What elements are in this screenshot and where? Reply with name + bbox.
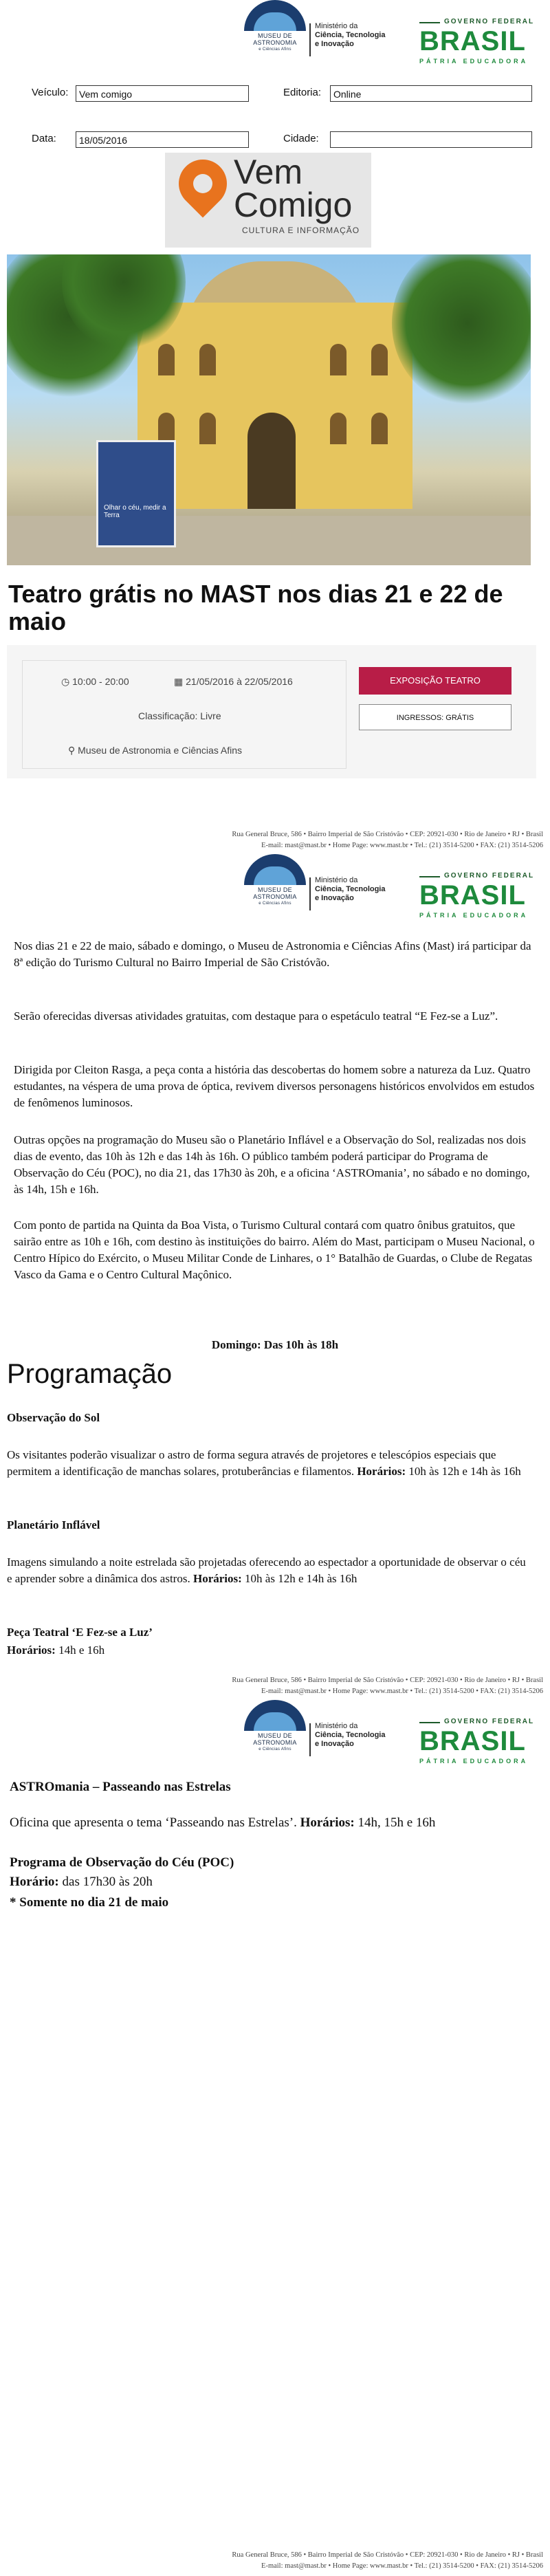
poc-title: Programa de Observação do Céu (POC) [10,1855,234,1870]
museum-sign: Olhar o céu, medir a Terra [96,440,176,547]
vem-comigo-logo [165,153,371,248]
mast-logo [244,0,306,59]
event-classification: Classificação: Livre [138,710,221,721]
tickets-button[interactable]: INGRESSOS: GRÁTIS [359,704,512,730]
obs-sol-text: Os visitantes poderão visualizar o astro de forma segura através de projetores e telescópios especiais que permitem a identificação de manchas solares, protuberâncias e filamentos. Horários: 10h às 12h e 14h às 16h [7,1448,521,1478]
mast-logo-text: MUSEU DE ASTRONOMIA e Ciências Afins [253,32,297,52]
paragraph-options: Outras opções na programação do Museu são o Planetário Inflável e a Observação do Sol, realizadas nos dois dias de evento, das 10h às 12h e das 14h às 16h. O público também poderá participar do Programa de Observação do Céu (POC), no dia 21, das 17h30 às 20h, e a oficina ‘ASTROmania’, no sábado e no domingo, às 14h, 15h e 16h. [14,1133,530,1196]
gov-federal-logo: GOVERNO FEDERAL BRASIL PÁTRIA EDUCADORA [419,872,550,920]
event-location: ⚲ Museu de Astronomia e Ciências Afins [68,745,243,756]
ministry-logo: Ministério da Ciência, Tecnologia e Inovação [309,1721,406,1762]
poc-note: * Somente no dia 21 de maio [10,1895,169,1910]
astro-title: ASTROmania – Passeando nas Estrelas [10,1780,231,1794]
paragraph-play: Dirigida por Cleiton Rasga, a peça conta a história das descobertas do homem sobre a natureza da Luz. Quatro estudantes, na véspera de uma prova de óptica, revivem diversos personagens históricos envolvidos em estudos de fenômenos luminosos. [14,1063,535,1109]
page-footer: Rua General Bruce, 586 • Bairro Imperial de São Cristóvão • CEP: 20921-030 • Rio de Janeiro • RJ • Brasil E-mail: mast@mast.br • Home Page: www.mast.br • Tel.: (21) 3514-5200 • FAX: (21) 3514-5206 [232,831,543,849]
mast-logo-text: MUSEU DE ASTRONOMIA e Ciências Afins [253,886,297,906]
mast-logo [244,1700,306,1759]
domingo-hours: Domingo: Das 10h às 18h [211,1338,339,1351]
veiculo-field[interactable]: Vem comigo [76,85,249,102]
hero-photo [7,254,531,565]
paragraph-intro: Nos dias 21 e 22 de maio, sábado e domingo, o Museu de Astronomia e Ciências Afins (Mast) irá participar da 8ª edição do Turismo Cultural no Bairro Imperial de São Cristóvão. [14,939,531,969]
gov-federal-logo: GOVERNO FEDERAL BRASIL PÁTRIA EDUCADORA [419,1718,550,1766]
poc-hours: Horário: das 17h30 às 20h [10,1875,153,1889]
event-info-box [7,645,536,778]
peca-title: Peça Teatral ‘E Fez-se a Luz’ [7,1626,153,1639]
peca-hours: Horários: 14h e 16h [7,1644,105,1657]
map-pin-icon [169,150,237,218]
observatory-dome-icon [244,854,306,885]
obs-sol-title: Observação do Sol [7,1411,100,1424]
category-button[interactable]: EXPOSIÇÃO TEATRO [359,667,512,695]
mast-logo-text: MUSEU DE ASTRONOMIA e Ciências Afins [253,1732,297,1751]
mast-logo [244,854,306,913]
event-dates: ▦ 21/05/2016 à 22/05/2016 [174,676,293,687]
data-label: Data: [32,133,56,144]
clock-icon: ◷ [61,676,70,687]
paragraph-activities: Serão oferecidas diversas atividades gratuitas, com destaque para o espetáculo teatral “E Fez-se a Luz”. [14,1009,498,1023]
planetario-title: Planetário Inflável [7,1518,100,1531]
vem-comigo-tagline: CULTURA E INFORMAÇÃO [242,226,360,235]
observatory-dome-icon [244,0,306,31]
page-footer: Rua General Bruce, 586 • Bairro Imperial de São Cristóvão • CEP: 20921-030 • Rio de Janeiro • RJ • Brasil E-mail: mast@mast.br • Home Page: www.mast.br • Tel.: (21) 3514-5200 • FAX: (21) 3514-5206 [232,2551,543,2570]
vem-comigo-title: Vem Comigo [234,153,353,224]
letterhead [0,854,550,923]
programacao-title: Programação [7,1359,173,1389]
paragraph-tourism: Com ponto de partida na Quinta da Boa Vista, o Turismo Cultural contará com quatro ônibus gratuitos, que sairão entre as 10h e 16h, com destino às instituições do bairro. Além do Mast, participam o Museu Nacional, o Centro Hípico do Exército, o Museu Militar Conde de Linhares, o 1° Batalhão de Guardas, o Clube de Regatas Vasco da Gama e o Centro Cultural Maçônico. [14,1219,535,1281]
cidade-field[interactable] [330,131,532,148]
veiculo-label: Veículo: [32,87,69,98]
letterhead [0,0,550,69]
letterhead [0,1700,550,1769]
planetario-text: Imagens simulando a noite estrelada são projetadas oferecendo ao espectador a oportunidade de observar o céu e aprender sobre a dinâmica dos astros. Horários: 10h às 12h e 14h às 16h [7,1556,526,1585]
editoria-field[interactable]: Online [330,85,532,102]
ministry-logo: Ministério da Ciência, Tecnologia e Inovação [309,875,406,916]
event-time: ◷ 10:00 - 20:00 [61,676,129,687]
editoria-label: Editoria: [283,87,322,98]
event-details [22,660,346,769]
page-footer: Rua General Bruce, 586 • Bairro Imperial de São Cristóvão • CEP: 20921-030 • Rio de Janeiro • RJ • Brasil E-mail: mast@mast.br • Home Page: www.mast.br • Tel.: (21) 3514-5200 • FAX: (21) 3514-5206 [232,1677,543,1695]
location-pin-icon: ⚲ [68,745,76,756]
astro-text: Oficina que apresenta o tema ‘Passeando nas Estrelas’. Horários: 14h, 15h e 16h [10,1815,436,1830]
calendar-icon: ▦ [174,676,184,687]
gov-federal-logo: GOVERNO FEDERAL BRASIL PÁTRIA EDUCADORA [419,18,550,66]
cidade-label: Cidade: [283,133,319,144]
article-headline: Teatro grátis no MAST nos dias 21 e 22 de maio [8,580,503,635]
data-field[interactable]: 18/05/2016 [76,131,249,148]
ministry-logo: Ministério da Ciência, Tecnologia e Inovação [309,21,406,62]
observatory-dome-icon [244,1700,306,1731]
